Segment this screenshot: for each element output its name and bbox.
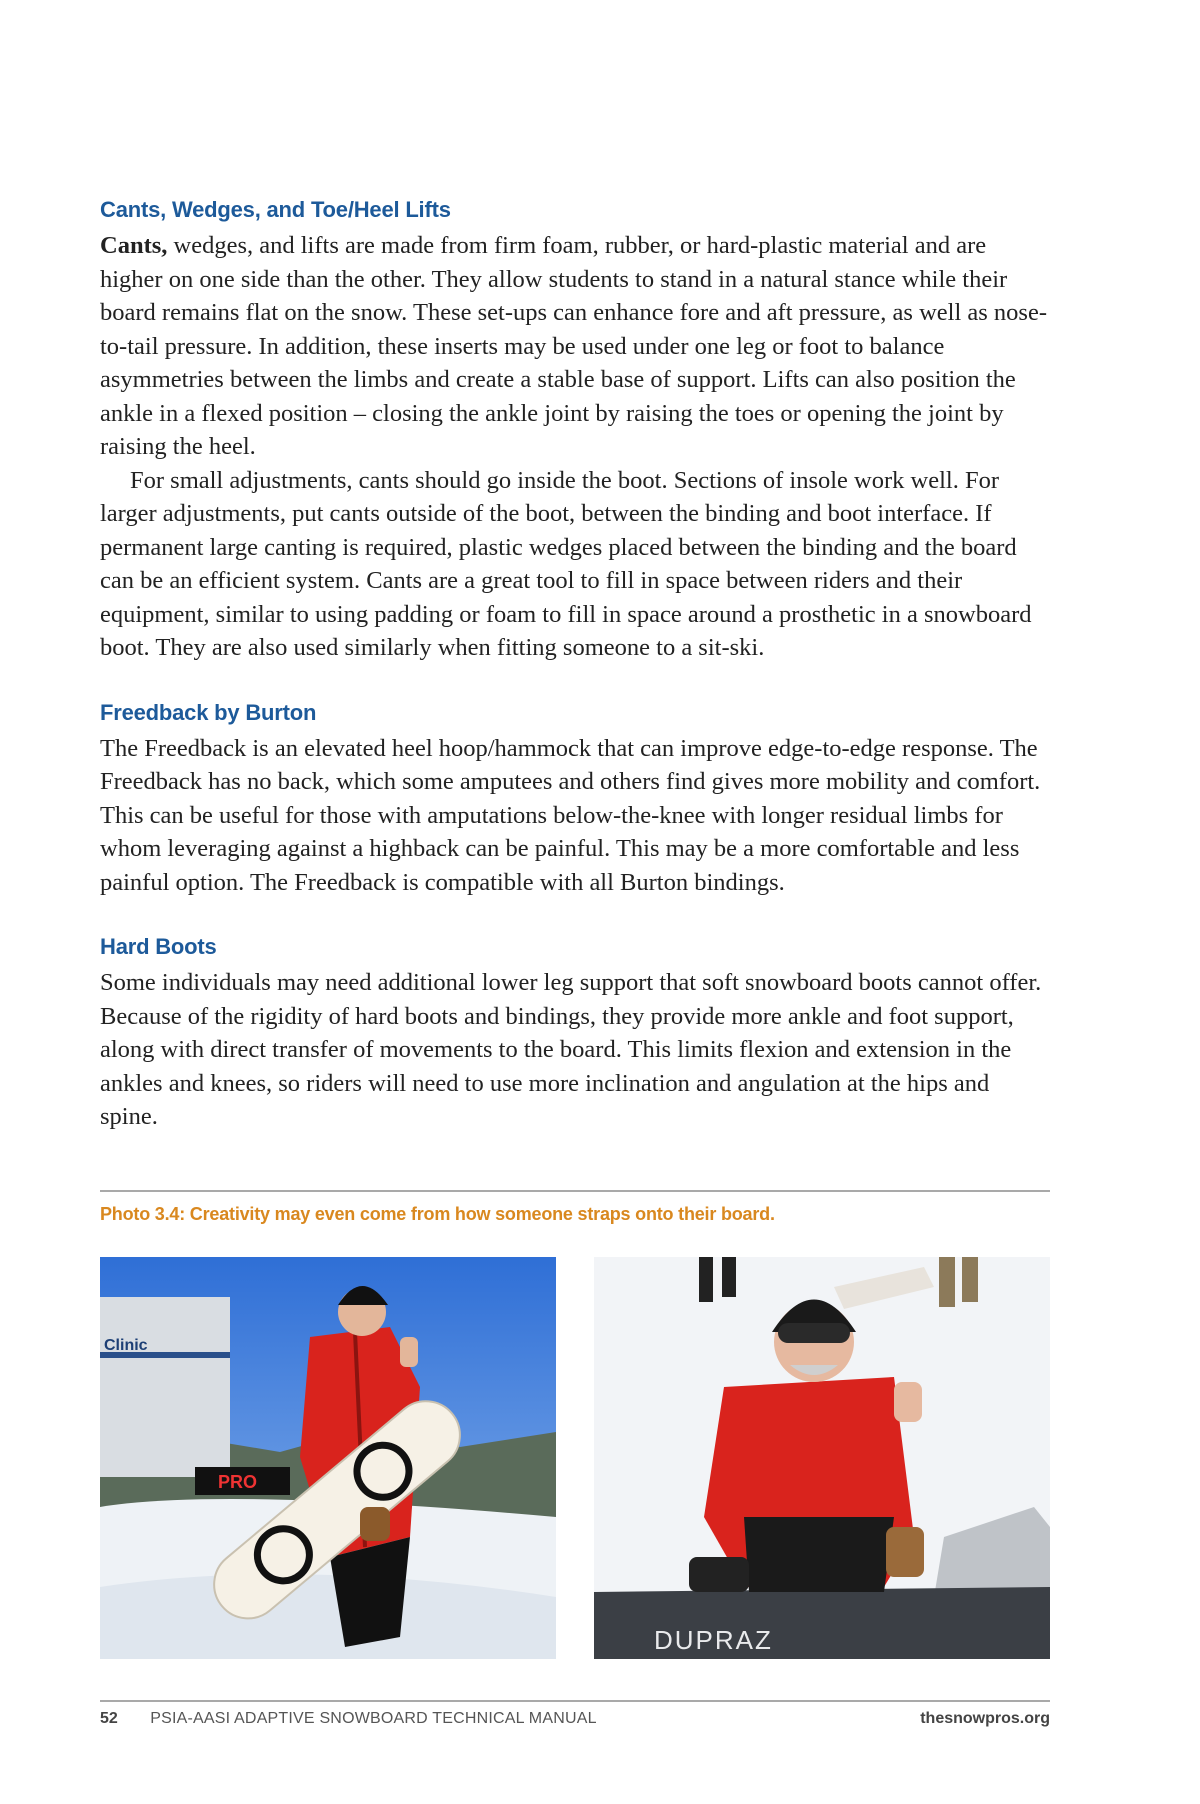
paragraph-hard-boots: Some individuals may need additional lower leg support that soft snowboard boots cannot offer. Because of the rigidity of hard boots and bindings, they provide more ankle and foot support, along with direct transfer of movements to the board. This limits flexion and extension in the ankles and knees, so riders will need to use more inclination and angulation at the hips and spine.	[100, 969, 1042, 1130]
caption-rule	[100, 1190, 1050, 1192]
photo-left	[100, 1257, 556, 1659]
footer-rule	[100, 1700, 1050, 1702]
section-heading-cants: Cants, Wedges, and Toe/Heel Lifts	[100, 197, 451, 222]
photo-right	[594, 1257, 1050, 1659]
lead-term: Cants,	[100, 232, 168, 259]
section-heading-freedback: Freedback by Burton	[100, 699, 317, 725]
website-url[interactable]: thesnowpros.org	[920, 1710, 1050, 1727]
page-number: 52	[100, 1710, 118, 1727]
paragraph-freedback: The Freedback is an elevated heel hoop/hammock that can improve edge-to-edge response. The Freedback has no back, which some amputees and others find gives more mobility and comfort. This can be useful for those with amputations below-the-knee with longer residual limbs for whom leveraging against a highback can be painful. This may be a more comfortable and less painful option. The Freedback is compatible with all Burton bindings.	[100, 734, 1041, 896]
photo-caption: Photo 3.4: Creativity may even come from how someone straps onto their board.	[100, 1204, 775, 1224]
paragraph-cants-1	[100, 229, 1050, 464]
pro-banner-text: PRO	[218, 1472, 258, 1492]
body-text	[100, 195, 1050, 1134]
section-heading-hard-boots: Hard Boots	[100, 934, 217, 959]
dupraz-board-text: DUPRAZ	[654, 1625, 773, 1655]
manual-title: PSIA-AASI ADAPTIVE SNOWBOARD TECHNICAL MANUAL	[150, 1710, 597, 1727]
page-footer	[100, 1710, 1050, 1728]
paragraph-cants-2: For small adjustments, cants should go inside the boot. Sections of insole work well. For larger adjustments, put cants outside of the boot, between the binding and boot interface. If permanent large canting is required, plastic wedges placed between the binding and the board can be an efficient system. Cants are a great tool to fill in space between riders and their equipment, similar to using padding or foam to fill in space around a prosthetic in a snowboard boot. They are also used similarly when fitting someone to a sit-ski.	[100, 466, 1032, 661]
paragraph-cants-1-text: wedges, and lifts are made from firm foam, rubber, or hard-plastic material and are higher on one side than the other. They allow students to stand in a natural stance while their board remains flat on the snow. These set-ups can enhance fore and aft pressure, as well as nose-to-tail pressure. In addition, these inserts may be used under one leg or foot to balance asymmetries between the limbs and create a stable base of support. Lifts can also position the ankle in a flexed position – closing the ankle joint by raising the toes or opening the joint by raising the heel.	[100, 232, 1047, 460]
clinic-sign-text: Clinic	[104, 1337, 148, 1354]
